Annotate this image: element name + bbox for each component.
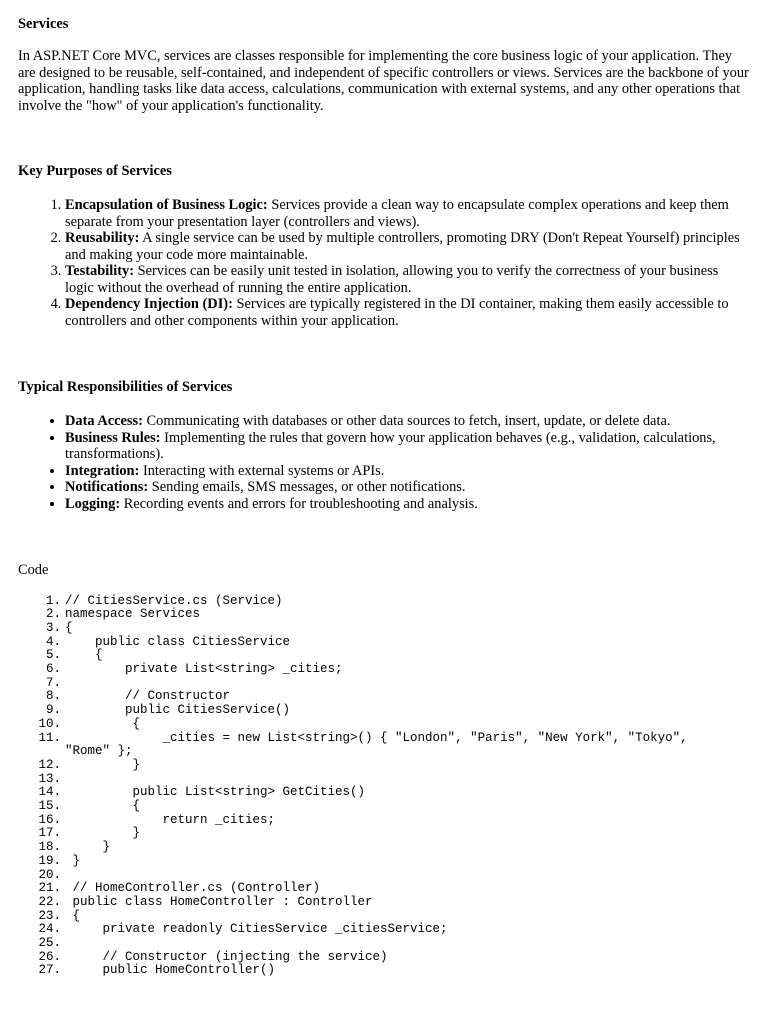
line-code: // Constructor: [65, 689, 231, 704]
code-line: [18, 622, 750, 636]
code-line: [18, 923, 750, 937]
item-text: Services provide a clean way to encapsulate complex operations and keep them separate from your presentation layer (controllers and views).: [65, 197, 729, 230]
list-item: [65, 263, 750, 296]
line-number: 20 .: [18, 869, 65, 883]
line-code: {: [65, 799, 141, 814]
line-number: 23 .: [18, 910, 65, 924]
line-code: {: [65, 908, 81, 923]
list-item: [65, 496, 750, 513]
line-number: 7 .: [18, 677, 65, 691]
line-code: public CitiesService(): [65, 703, 291, 718]
line-number: 25 .: [18, 937, 65, 951]
code-label: Code: [18, 562, 49, 578]
item-text: Implementing the rules that govern how your application behaves (e.g., validation, calculations, transformations).: [65, 429, 716, 462]
line-code: {: [65, 716, 141, 731]
line-code: private List<string> _cities;: [65, 662, 343, 677]
line-code: public List<string> GetCities(): [65, 785, 366, 800]
code-line: [18, 704, 750, 718]
line-code: private readonly CitiesService _citiesService;: [65, 922, 448, 937]
line-number: 3 .: [18, 622, 65, 636]
code-line: [18, 841, 750, 855]
line-number: 10 .: [18, 718, 65, 732]
code-line: [18, 595, 750, 609]
line-code: }: [65, 853, 81, 868]
line-number: 11 .: [18, 732, 65, 746]
line-number: 13 .: [18, 773, 65, 787]
code-line: [18, 814, 750, 828]
line-code: }: [65, 757, 141, 772]
responsibilities-list: [18, 413, 750, 512]
line-code: return _cities;: [65, 812, 276, 827]
key-purposes-list: [18, 197, 750, 329]
code-block: [18, 595, 750, 979]
line-number: 27 .: [18, 964, 65, 978]
code-line: [18, 677, 750, 691]
line-code: {: [65, 620, 73, 635]
list-item: [65, 463, 750, 480]
line-code: _cities = new List<string>() { "London", "Paris", "New York", "Tokyo",: [65, 730, 688, 745]
line-code: // HomeController.cs (Controller): [65, 881, 321, 896]
item-text: Recording events and errors for troubleshooting and analysis.: [120, 495, 478, 512]
line-number: 14 .: [18, 786, 65, 800]
line-number: 6 .: [18, 663, 65, 677]
line-number: 15 .: [18, 800, 65, 814]
line-code: {: [65, 648, 103, 663]
code-line: [18, 896, 750, 910]
line-number: 5 .: [18, 649, 65, 663]
code-line: [18, 732, 750, 746]
key-purposes-heading: Key Purposes of Services: [18, 163, 172, 179]
code-line: [18, 869, 750, 883]
item-title: Testability:: [65, 263, 135, 279]
line-code: public HomeController(): [65, 963, 276, 978]
responsibilities-heading: Typical Responsibilities of Services: [18, 379, 233, 395]
code-line: [18, 649, 750, 663]
line-number: 17 .: [18, 827, 65, 841]
item-title: Dependency Injection (DI):: [65, 296, 233, 312]
line-number: 26 .: [18, 951, 65, 965]
line-code: // CitiesService.cs (Service): [65, 593, 283, 608]
item-text: Sending emails, SMS messages, or other notifications.: [148, 479, 466, 495]
list-item: [65, 479, 750, 496]
line-number: 18 .: [18, 841, 65, 855]
code-line: [18, 608, 750, 622]
item-title: Integration:: [65, 462, 140, 479]
item-text: Interacting with external systems or APIs.: [139, 462, 385, 479]
code-line: [18, 786, 750, 800]
code-line: [18, 855, 750, 869]
line-code: }: [65, 840, 111, 855]
line-number: 4 .: [18, 636, 65, 650]
code-line: [18, 800, 750, 814]
list-item: [65, 430, 750, 463]
code-line: [18, 951, 750, 965]
list-item: [65, 413, 750, 430]
line-number: 9 .: [18, 704, 65, 718]
code-line: [18, 773, 750, 787]
line-number: 2 .: [18, 608, 65, 622]
item-title: Business Rules:: [65, 429, 161, 446]
item-title: Reusability:: [65, 230, 140, 246]
code-line: [18, 759, 750, 773]
code-line: [18, 827, 750, 841]
item-text: A single service can be used by multiple controllers, promoting DRY (Don't Repeat Yourself) principles and making your code more maintainable.: [65, 230, 740, 263]
line-number: 1 .: [18, 595, 65, 609]
list-item: [65, 230, 750, 263]
line-code: }: [65, 826, 141, 841]
line-number: 22 .: [18, 896, 65, 910]
item-title: Encapsulation of Business Logic:: [65, 197, 268, 213]
line-code: public class HomeController : Controller: [65, 894, 373, 909]
code-line: [18, 636, 750, 650]
code-line: [18, 964, 750, 978]
intro-paragraph: In ASP.NET Core MVC, services are classes responsible for implementing the core business logic of your application. They are designed to be reusable, self-contained, and independent of specific controllers or views. Services are the backbone of your application, handling tasks like data access, calculations, communication with external systems, and any other operations that involve the "how" of your application's functionality.: [18, 48, 749, 114]
code-line: [18, 937, 750, 951]
code-line: [18, 882, 750, 896]
item-text: Communicating with databases or other data sources to fetch, insert, update, or delete data.: [142, 413, 671, 429]
line-number: 19 .: [18, 855, 65, 869]
code-line: [18, 663, 750, 677]
line-code: // Constructor (injecting the service): [65, 949, 388, 964]
list-item: [65, 296, 750, 329]
line-number: 12 .: [18, 759, 65, 773]
services-heading: Services: [18, 16, 69, 32]
item-title: Data Access:: [65, 413, 143, 429]
code-line: [18, 910, 750, 924]
code-line: [18, 690, 750, 704]
item-title: Notifications:: [65, 479, 149, 495]
line-code: public class CitiesService: [65, 634, 291, 649]
item-title: Logging:: [65, 495, 121, 512]
line-number: 8 .: [18, 690, 65, 704]
list-item: [65, 197, 750, 230]
code-line-continuation: "Rome" };: [65, 744, 133, 759]
code-line: [18, 718, 750, 732]
line-code: namespace Services: [65, 607, 201, 622]
item-text: Services can be easily unit tested in isolation, allowing you to verify the correctness of your business logic without the overhead of running the entire application.: [65, 263, 719, 296]
line-number: 16 .: [18, 814, 65, 828]
line-number: 24 .: [18, 923, 65, 937]
line-number: 21 .: [18, 882, 65, 896]
item-text: Services are typically registered in the DI container, making them easily accessible to controllers and other components within your application.: [65, 296, 729, 329]
